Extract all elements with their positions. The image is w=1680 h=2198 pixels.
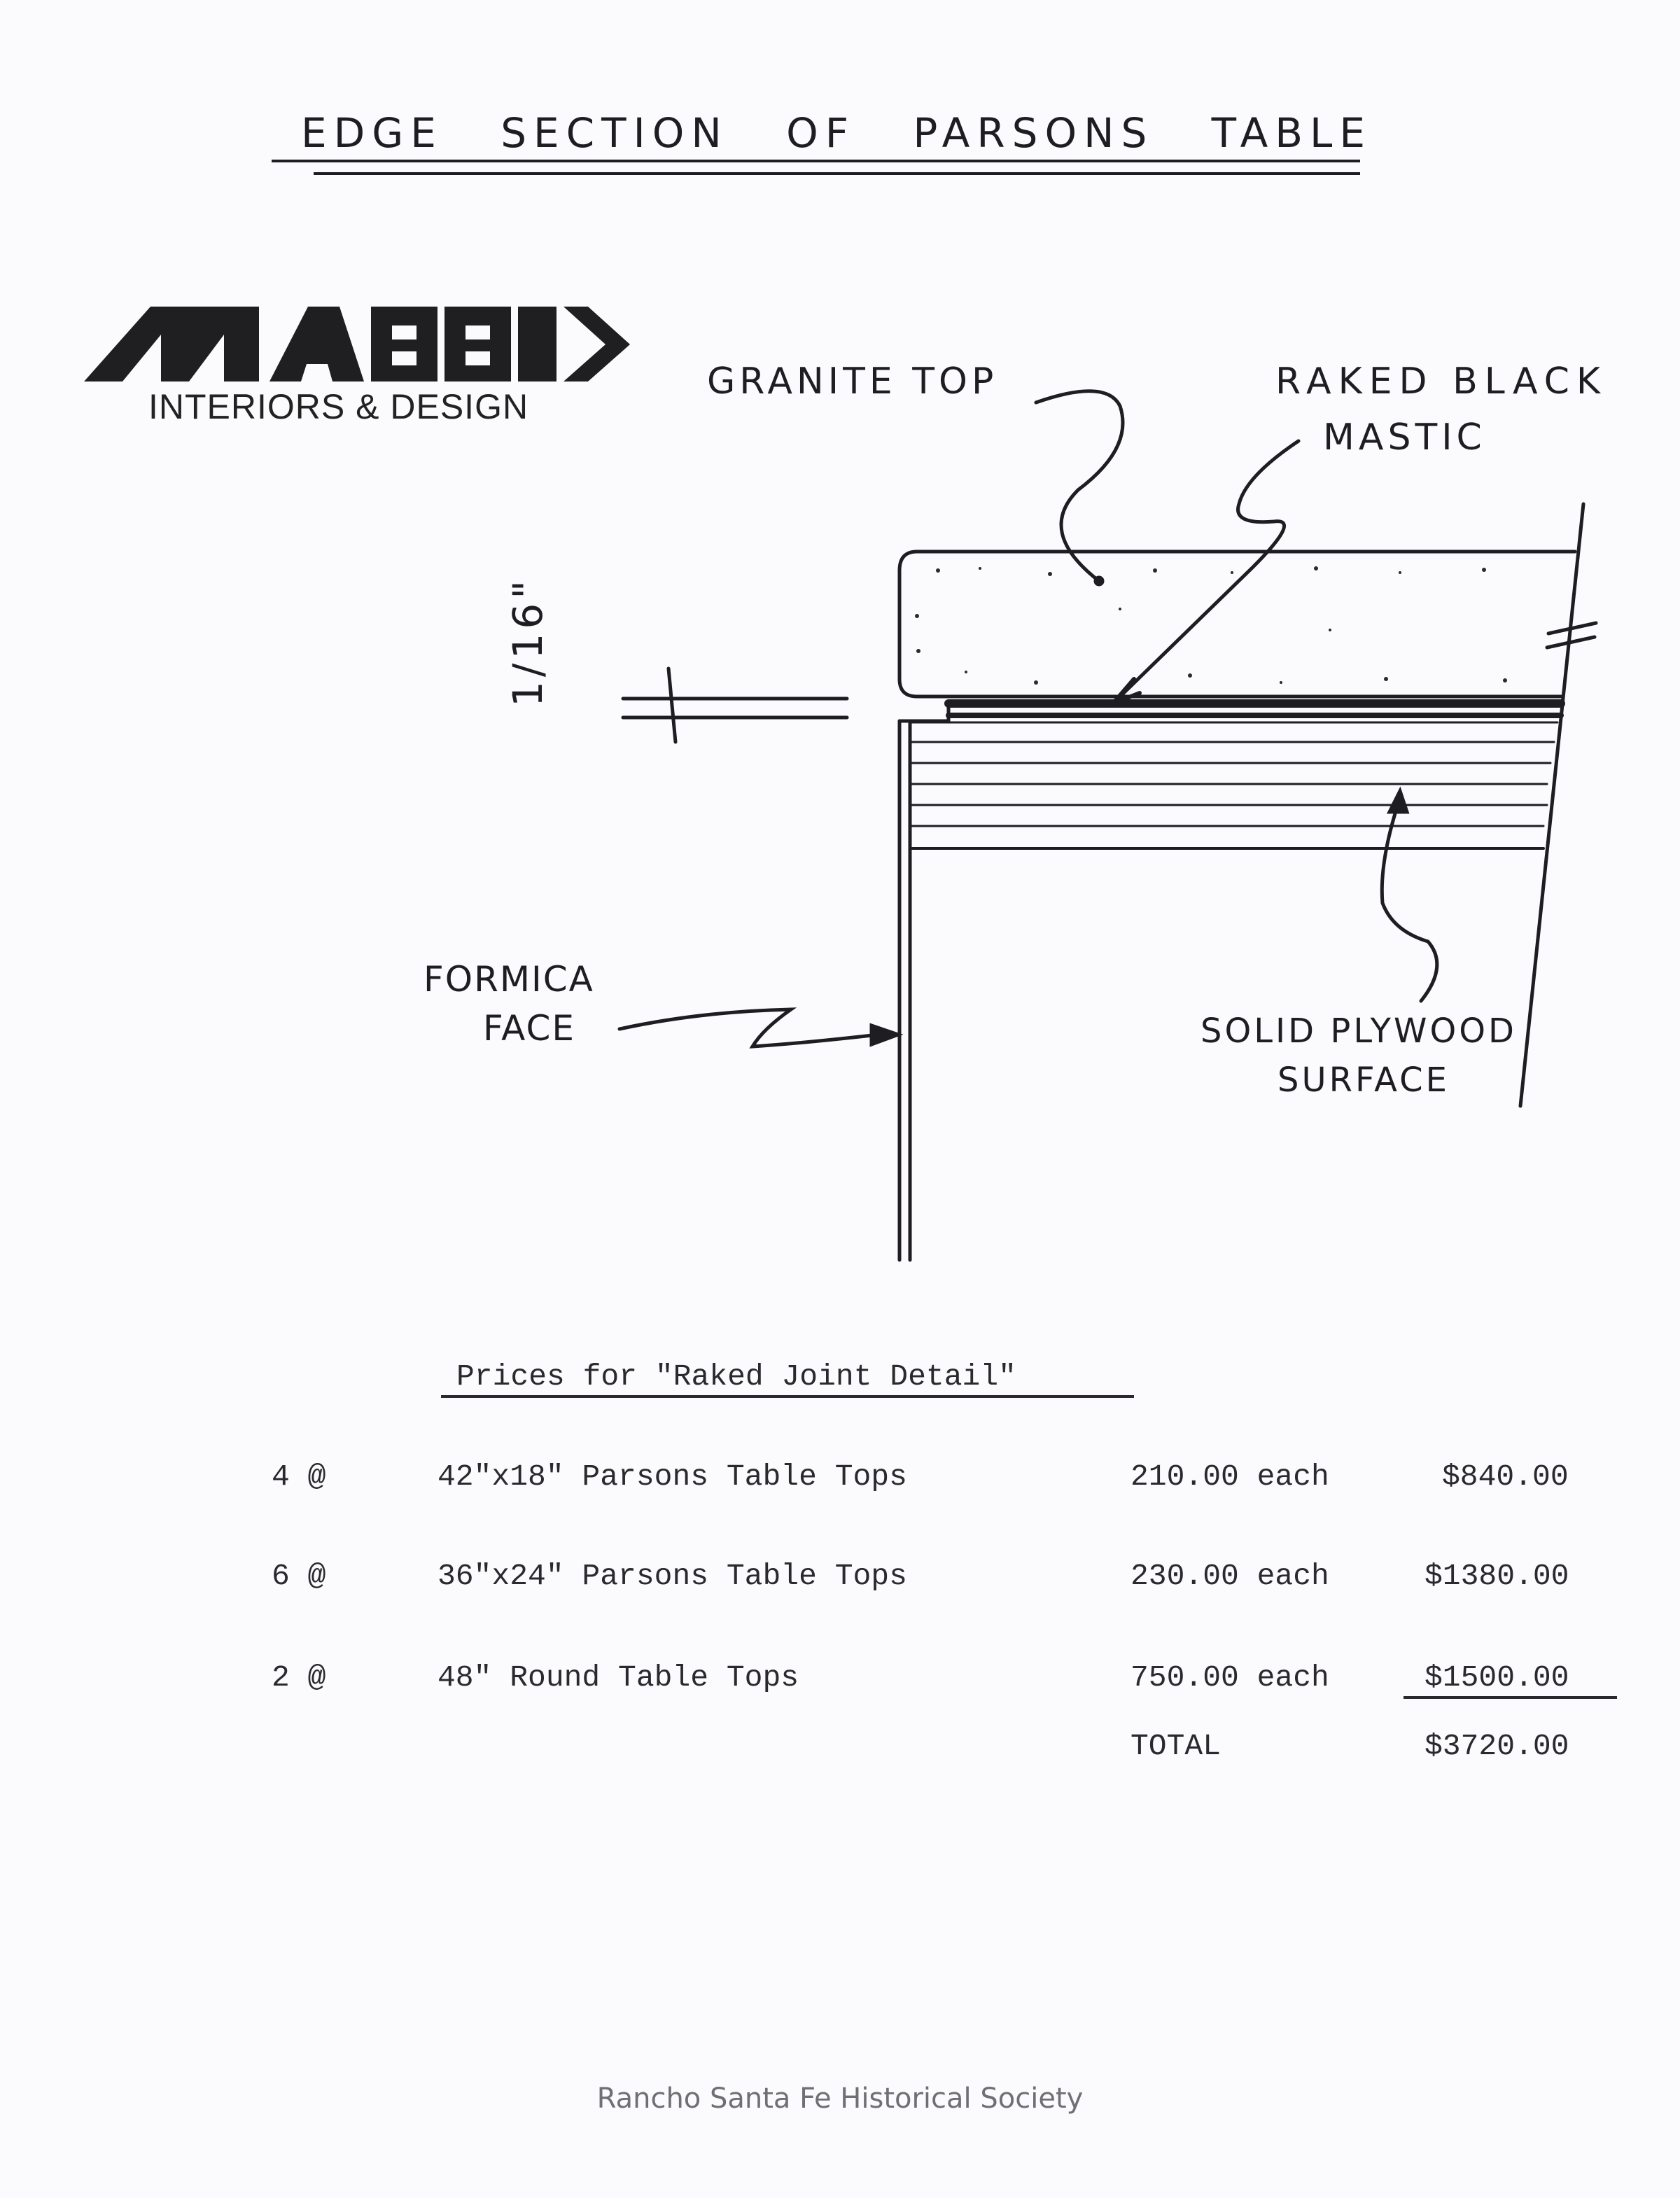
row-amount: $1500.00 [1424,1660,1569,1695]
label-face: FACE [483,1008,575,1049]
row-qty: 6 @ [272,1559,326,1593]
label-dimension: 1/16" [504,576,552,707]
label-surface: SURFACE [1278,1060,1450,1100]
total-label: TOTAL [1130,1729,1222,1763]
row-unit: 210.00 each [1130,1460,1329,1494]
prices-heading: Prices for "Raked Joint Detail" [456,1359,1016,1394]
prices-heading-underline [441,1395,1134,1398]
title-word: EDGE [301,109,443,157]
label-raked-black: RAKED BLACK [1275,360,1608,402]
row-item: 48" Round Table Tops [438,1660,799,1695]
row-qty: 4 @ [272,1460,326,1494]
row-amount: $1380.00 [1424,1559,1569,1593]
row-item: 36"x24" Parsons Table Tops [438,1559,907,1593]
footer-credit: Rancho Santa Fe Historical Society [596,2082,1084,2115]
row-qty: 2 @ [272,1660,326,1695]
row-item: 42"x18" Parsons Table Tops [438,1460,907,1494]
title-word: PARSONS [913,109,1154,157]
label-formica: FORMICA [424,959,594,1000]
label-solid-plywood: SOLID PLYWOOD [1200,1011,1517,1051]
total-amount: $3720.00 [1424,1729,1569,1763]
label-mastic: MASTIC [1323,416,1486,458]
row-amount: $840.00 [1442,1460,1569,1494]
granite-speckle [915,566,1507,685]
subtotal-rule [1404,1696,1617,1699]
title-word: TABLE [1211,109,1372,157]
row-unit: 750.00 each [1130,1660,1329,1695]
label-granite-top: GRANITE TOP [707,360,998,402]
title-word: OF [786,109,856,157]
title-word: SECTION [500,109,729,157]
row-unit: 230.00 each [1130,1559,1329,1593]
granite-top-slab [899,552,1575,696]
logo-subtitle: INTERIORS & DESIGN [148,387,529,426]
